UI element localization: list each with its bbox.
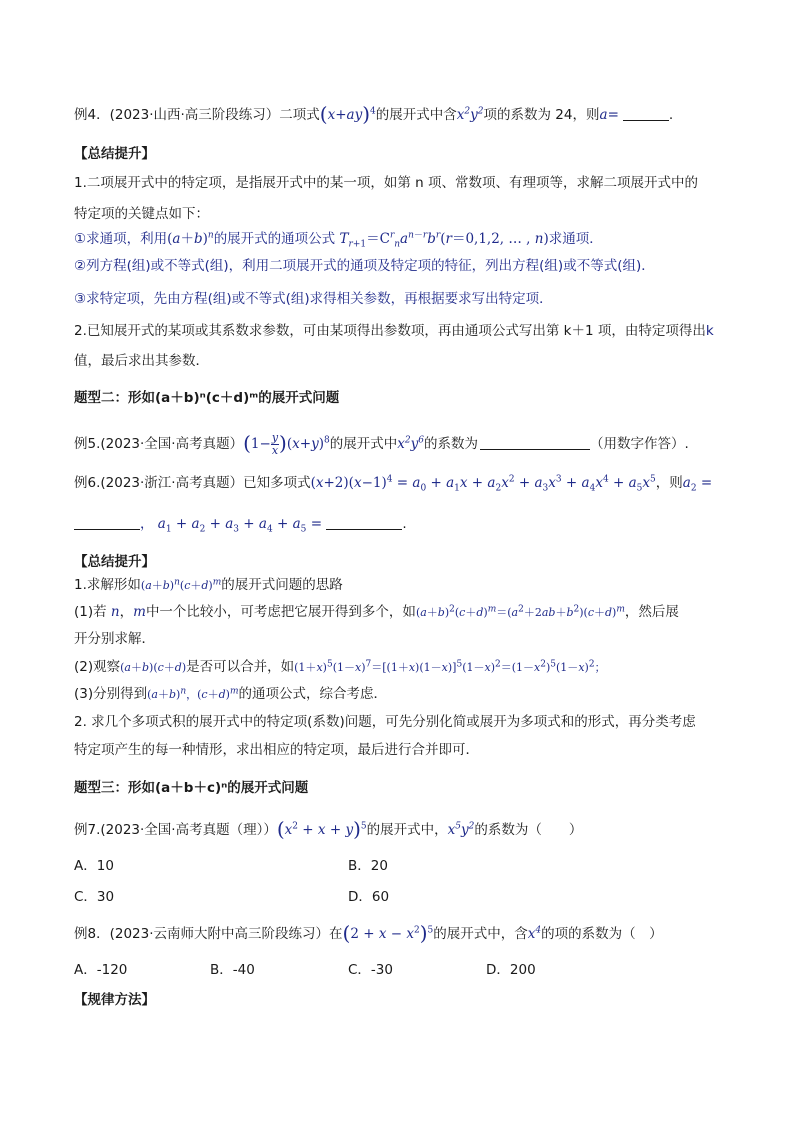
example-5: 例5.(2023·全国·高考真题）(1− $\frac{y}{x}$ )$(x+y)^8$的展开式中$x^2y^6$的系数为 （用数字作答）. <box>74 431 689 457</box>
option-c[interactable]: C．-30 <box>348 962 393 978</box>
example-8: 例8．(2023·云南师大附中高三阶段练习）在$(2 + x - x^2)^5$的展开式中，含$x^4$的项的系数为（ ） <box>74 921 663 945</box>
answer-blank-1[interactable] <box>74 515 140 530</box>
formula-general-term: $T_{r+1}=C^r_na^{n-r}b^r(r=0,1,2$, … , n) <box>339 230 549 250</box>
step-1: ①求通项，利用$(a+b)^n$的展开式的通项公式 $T_{r+1}=C^r_na^{n-r}b^r(r=0,1,2$, … , n)求通项． <box>74 230 603 250</box>
step-3: ③求特定项，先由方程(组)或不等式(组)求得相关参数，再根据要求写出特定项． <box>74 291 553 307</box>
summary-heading-2: 【总结提升】 <box>74 554 155 570</box>
option-d[interactable]: D．60 <box>348 889 390 905</box>
example-6: 例6.(2023·浙江·高考真题）已知多项式$(x+2)(x-1)^4 = a_0 + a_1x + a_2x^2 + a_3x^3 + a_4x^4 + a_5x^5$，则$a_2$ = <box>74 474 713 494</box>
option-c[interactable]: C．30 <box>74 889 115 905</box>
summary-paragraph: 1.二项展开式中的特定项，是指展开式中的某一项，如第 n 项、常数项、有理项等，求解二项展开式中的 <box>74 175 699 191</box>
option-a[interactable]: A．10 <box>74 858 114 874</box>
formula-binomial: $(x+ay)^4$ <box>319 102 376 126</box>
step-2: ②列方程(组)或不等式(组)，利用二项展开式的通项及特定项的特征，列出方程(组)或不等式(组)． <box>74 258 655 274</box>
formula-trinomial: $(x^2 + x + y)^5$ <box>276 817 367 841</box>
option-a[interactable]: A．-120 <box>74 962 128 978</box>
example-7: 例7.(2023·全国·高考真题（理））$(x^2 + x + y)^5$的展开式中，$x^5y^2$的系数为（ ） <box>74 817 583 841</box>
summary-heading: 【总结提升】 <box>74 146 155 162</box>
formula-polynomial: $(x+2)(x-1)^4 = a_0 + a_1x + a_2x^2 + a_3x^3 + a_4x^4 + a_5x^5$ <box>310 474 656 494</box>
formula-term: $x^2y^2$ <box>456 106 484 123</box>
example-4: 例4．(2023·山西·高三阶段练习）二项式$(x+ay)^4$的展开式中含$x^2y^2$项的系数为 24，则a= . <box>74 102 674 126</box>
formula-product: (1− $\frac{y}{x}$ )$(x+y)^8$ <box>243 431 330 457</box>
rule-heading: 【规律方法】 <box>74 992 155 1008</box>
section-title-type2: 题型二：形如(a＋b)ⁿ(c＋d)ᵐ的展开式问题 <box>74 390 340 406</box>
answer-blank[interactable] <box>480 435 590 450</box>
example-6-blanks: ， $a_1 + a_2 + a_3 + a_4 + a_5$ = . <box>74 515 407 533</box>
option-d[interactable]: D．200 <box>486 962 536 978</box>
formula-trinomial-2: $(2 + x - x^2)^5$ <box>342 921 434 945</box>
answer-blank-2[interactable] <box>326 515 402 530</box>
answer-blank[interactable] <box>623 106 669 121</box>
option-b[interactable]: B．-40 <box>210 962 255 978</box>
section-title-type3: 题型三：形如(a＋b＋c)ⁿ的展开式问题 <box>74 780 309 796</box>
option-b[interactable]: B．20 <box>348 858 388 874</box>
summary-paragraph-2: 2.已知展开式的某项或其系数求参数，可由某项得出参数项，再由通项公式写出第 k＋1 项，由特定项得出k <box>74 323 714 339</box>
